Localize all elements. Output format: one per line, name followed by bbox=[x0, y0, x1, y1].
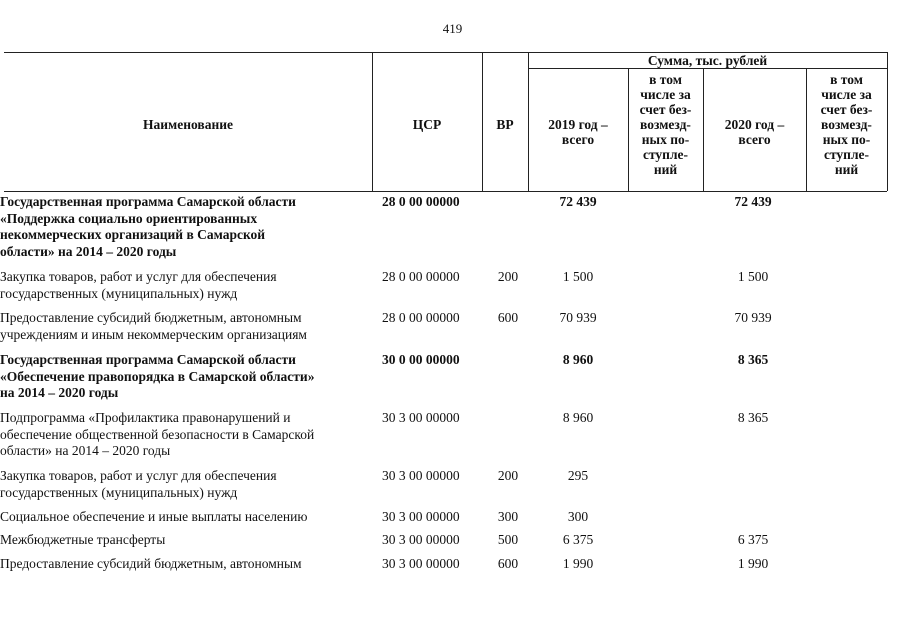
row-vr: 200 bbox=[497, 468, 519, 483]
row-name-line: Государственная программа Самарской области bbox=[0, 352, 296, 367]
row-vr: 600 bbox=[497, 556, 519, 571]
row-sum-2020: 8 365 bbox=[737, 410, 769, 425]
row-name bbox=[0, 269, 368, 302]
row-name bbox=[0, 410, 368, 460]
row-sum-2019: 8 960 bbox=[562, 352, 594, 367]
header-2020-incl-line: ступле- bbox=[823, 147, 870, 162]
row-csr: 30 3 00 00000 bbox=[382, 509, 460, 524]
row-name-line: некоммерческих организаций в Самарской bbox=[0, 227, 266, 242]
header-bottom-border bbox=[4, 191, 887, 192]
row-vr: 500 bbox=[497, 532, 519, 547]
row-csr: 30 3 00 00000 bbox=[382, 532, 460, 547]
header-2019-incl-line: числе за bbox=[640, 87, 691, 102]
table-right-border bbox=[887, 52, 888, 191]
row-name-line: Государственная программа Самарской области bbox=[0, 194, 296, 209]
header-2019-total bbox=[528, 117, 628, 147]
header-2019-incl-line: ных по- bbox=[641, 132, 690, 147]
header-vr: ВР bbox=[496, 117, 514, 132]
header-2020-incl-line: числе за bbox=[821, 87, 872, 102]
row-name-line: Предоставление субсидий бюджетным, автономным bbox=[0, 556, 302, 571]
header-2019-total-line: 2019 год – bbox=[548, 117, 608, 132]
header-2020-total bbox=[703, 117, 806, 147]
row-name-line: области» на 2014 – 2020 годы bbox=[0, 243, 177, 259]
row-sum-2019: 70 939 bbox=[559, 310, 597, 325]
row-name-line: Предоставление субсидий бюджетным, автономным bbox=[0, 310, 302, 325]
header-2020-incl bbox=[806, 72, 887, 177]
header-2019-incl-line: ступле- bbox=[642, 147, 689, 162]
row-csr: 30 3 00 00000 bbox=[382, 556, 460, 571]
row-sum-2019: 72 439 bbox=[559, 194, 597, 209]
row-name bbox=[0, 556, 368, 573]
row-sum-2020: 1 990 bbox=[737, 556, 769, 571]
header-name: Наименование bbox=[143, 117, 233, 132]
row-csr: 30 3 00 00000 bbox=[382, 468, 460, 483]
row-name-line: на 2014 – 2020 годы bbox=[0, 385, 119, 400]
row-sum-2019: 8 960 bbox=[562, 410, 594, 425]
row-sum-2020: 6 375 bbox=[737, 532, 769, 547]
row-name-line: Подпрограмма «Профилактика правонарушений и bbox=[0, 410, 291, 425]
row-name-line: государственных (муниципальных) нужд bbox=[0, 285, 238, 301]
header-2020-incl-line: возмезд- bbox=[821, 117, 872, 132]
row-name-line: государственных (муниципальных) нужд bbox=[0, 484, 238, 500]
row-name bbox=[0, 352, 368, 402]
row-sum-2019: 300 bbox=[567, 509, 589, 524]
row-sum-2019: 1 500 bbox=[562, 269, 594, 284]
row-vr: 600 bbox=[497, 310, 519, 325]
row-csr: 28 0 00 00000 bbox=[382, 194, 460, 209]
row-sum-2020: 70 939 bbox=[734, 310, 772, 325]
row-vr: 200 bbox=[497, 269, 519, 284]
header-csr: ЦСР bbox=[412, 117, 442, 132]
row-name-line: области» на 2014 – 2020 годы bbox=[0, 443, 171, 458]
header-2019-incl-line: возмезд- bbox=[640, 117, 691, 132]
row-sum-2019: 295 bbox=[567, 468, 589, 483]
row-name bbox=[0, 468, 368, 501]
page-number: 419 bbox=[442, 21, 463, 36]
row-vr: 300 bbox=[497, 509, 519, 524]
row-name-line: «Обеспечение правопорядка в Самарской области» bbox=[0, 368, 315, 384]
sum-title-border bbox=[528, 68, 887, 69]
header-2020-total-line: всего bbox=[738, 132, 771, 147]
row-sum-2020: 1 500 bbox=[737, 269, 769, 284]
row-name-line: «Поддержка социально ориентированных bbox=[0, 210, 258, 226]
row-name-line: Закупка товаров, работ и услуг для обеспечения bbox=[0, 269, 277, 284]
row-name-line: учреждениям и иным некоммерческим организациям bbox=[0, 326, 307, 342]
row-name bbox=[0, 194, 368, 260]
row-csr: 28 0 00 00000 bbox=[382, 310, 460, 325]
header-2020-incl-line: ний bbox=[834, 162, 859, 177]
row-csr: 30 3 00 00000 bbox=[382, 410, 460, 425]
row-sum-2019: 6 375 bbox=[562, 532, 594, 547]
row-csr: 28 0 00 00000 bbox=[382, 269, 460, 284]
header-2020-incl-line: ных по- bbox=[822, 132, 871, 147]
header-2020-incl-line: в том bbox=[830, 72, 863, 87]
row-csr: 30 0 00 00000 bbox=[382, 352, 460, 367]
row-sum-2020: 8 365 bbox=[737, 352, 769, 367]
row-name bbox=[0, 532, 368, 549]
row-name-line: Межбюджетные трансферты bbox=[0, 532, 166, 547]
header-2020-total-line: 2020 год – bbox=[724, 117, 785, 132]
row-sum-2020: 72 439 bbox=[734, 194, 772, 209]
row-name bbox=[0, 310, 368, 343]
row-name-line: обеспечение общественной безопасности в Самарской bbox=[0, 426, 315, 442]
row-name-line: Закупка товаров, работ и услуг для обеспечения bbox=[0, 468, 277, 483]
header-2019-incl-line: ний bbox=[653, 162, 678, 177]
header-2019-incl-line: счет без- bbox=[639, 102, 692, 117]
row-sum-2019: 1 990 bbox=[562, 556, 594, 571]
row-name bbox=[0, 509, 368, 526]
header-2019-incl-line: в том bbox=[649, 72, 682, 87]
header-2020-incl-line: счет без- bbox=[820, 102, 873, 117]
header-2019-total-line: всего bbox=[561, 132, 595, 147]
header-sum-title: Сумма, тыс. рублей bbox=[647, 53, 768, 68]
row-name-line: Социальное обеспечение и иные выплаты населению bbox=[0, 509, 308, 524]
header-2019-incl bbox=[628, 72, 703, 177]
